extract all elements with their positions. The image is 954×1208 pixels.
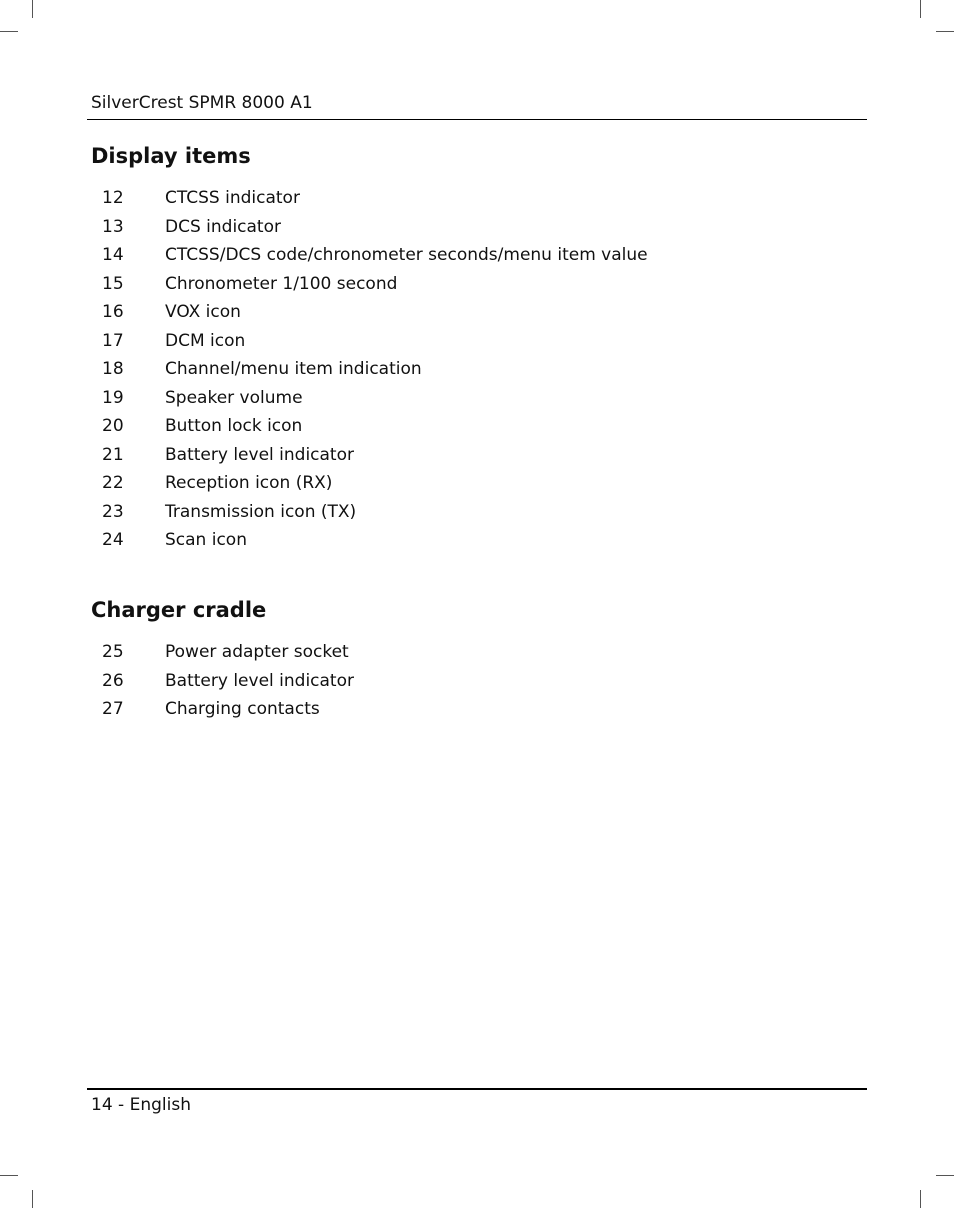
- item-label: Chronometer 1/100 second: [165, 273, 398, 294]
- item-label: Charging contacts: [165, 699, 320, 719]
- item-label: DCS indicator: [165, 216, 281, 237]
- item-label: Channel/menu item indication: [165, 359, 422, 379]
- item-number: 26: [102, 670, 124, 691]
- list-item: [0, 472, 900, 501]
- list-item: [0, 358, 900, 387]
- list-item: [0, 301, 900, 330]
- item-number: 17: [102, 330, 124, 351]
- list-item: [0, 529, 900, 558]
- crop-mark: [920, 0, 921, 18]
- item-number: 19: [102, 387, 124, 408]
- header-rule: [87, 119, 867, 120]
- section-title-display-items: Display items: [91, 144, 251, 168]
- item-label: Reception icon (RX): [165, 473, 333, 493]
- crop-mark: [920, 1190, 921, 1208]
- item-label: Speaker volume: [165, 387, 303, 408]
- item-number: 25: [102, 642, 124, 662]
- crop-mark: [936, 1175, 954, 1176]
- crop-mark: [936, 31, 954, 32]
- display-items-list: [0, 187, 900, 558]
- item-label: VOX icon: [165, 302, 241, 322]
- list-item: [0, 670, 900, 699]
- item-label: Power adapter socket: [165, 642, 349, 662]
- item-number: 22: [102, 473, 124, 493]
- list-item: [0, 444, 900, 473]
- item-number: 18: [102, 359, 124, 379]
- list-item: [0, 187, 900, 216]
- footer-separator: -: [118, 1095, 125, 1115]
- crop-mark: [0, 1175, 18, 1176]
- list-item: [0, 216, 900, 245]
- page-footer: [91, 1094, 191, 1116]
- page-number: 14: [91, 1095, 113, 1115]
- item-label: Button lock icon: [165, 416, 303, 436]
- item-number: 13: [102, 216, 124, 237]
- list-item: [0, 387, 900, 416]
- list-item: [0, 641, 900, 670]
- item-number: 21: [102, 444, 124, 465]
- list-item: [0, 244, 900, 273]
- item-label: CTCSS indicator: [165, 188, 300, 208]
- item-number: 15: [102, 273, 124, 294]
- running-header: SilverCrest SPMR 8000 A1: [91, 93, 313, 113]
- list-item: [0, 698, 900, 727]
- item-number: 16: [102, 302, 124, 322]
- crop-mark: [32, 1190, 33, 1208]
- crop-mark: [0, 31, 18, 32]
- footer-language: English: [129, 1095, 191, 1115]
- section-title-charger-cradle: Charger cradle: [91, 598, 267, 622]
- item-number: 20: [102, 416, 124, 436]
- list-item: [0, 415, 900, 444]
- item-label: CTCSS/DCS code/chronometer seconds/menu item value: [165, 245, 648, 265]
- list-item: [0, 330, 900, 359]
- item-label: Battery level indicator: [165, 670, 354, 691]
- item-number: 27: [102, 699, 124, 719]
- list-item: [0, 501, 900, 530]
- item-number: 12: [102, 188, 124, 208]
- item-label: DCM icon: [165, 330, 246, 351]
- crop-mark: [32, 0, 33, 18]
- item-number: 23: [102, 501, 124, 522]
- item-label: Transmission icon (TX): [165, 501, 357, 522]
- item-number: 14: [102, 245, 124, 265]
- charger-cradle-list: [0, 641, 900, 727]
- item-number: 24: [102, 530, 124, 550]
- list-item: [0, 273, 900, 302]
- item-label: Battery level indicator: [165, 444, 354, 465]
- footer-rule: [87, 1088, 867, 1090]
- item-label: Scan icon: [165, 530, 247, 550]
